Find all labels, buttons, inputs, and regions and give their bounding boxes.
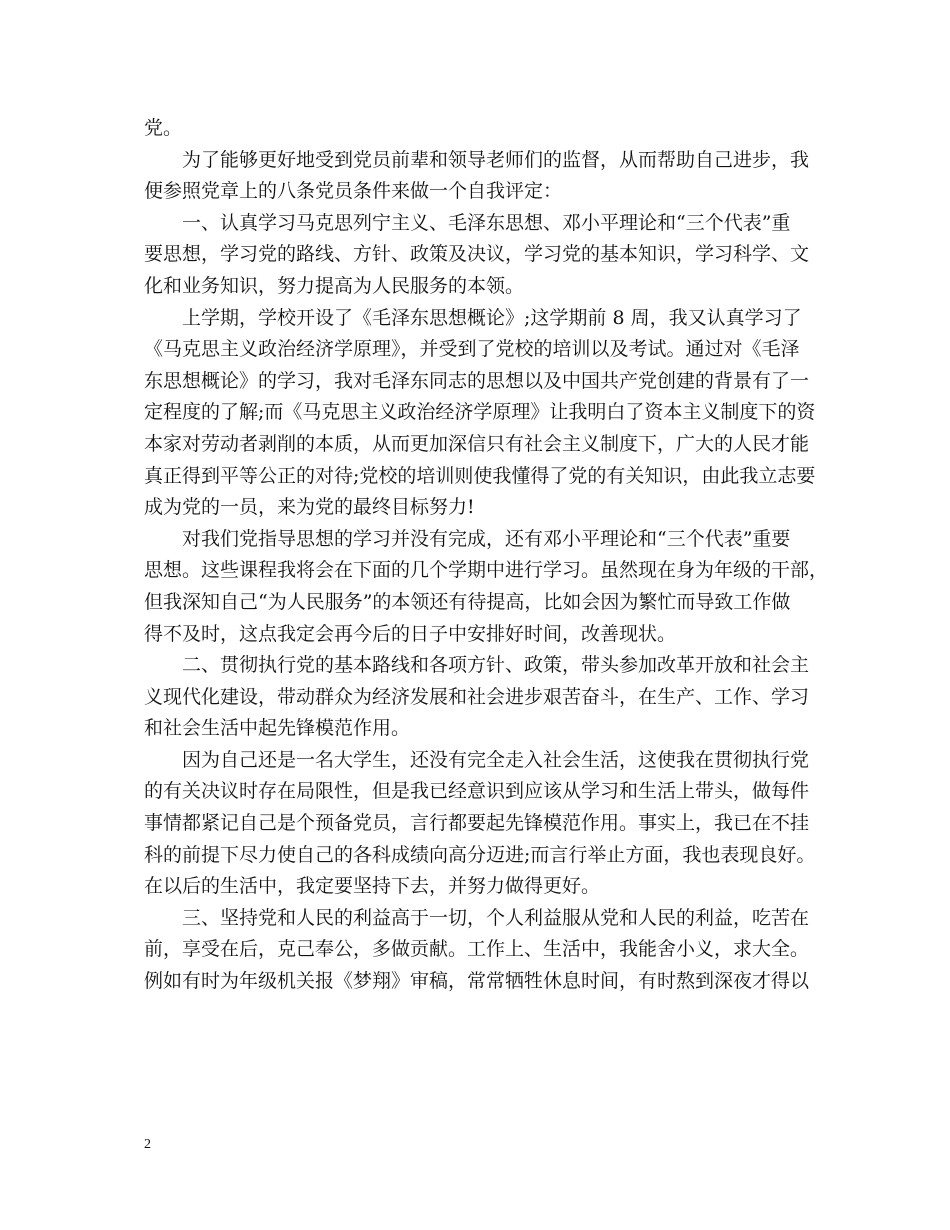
text-line: 在以后的生活中，我定要坚持下去，并努力做得更好。 bbox=[144, 875, 601, 898]
text-line: 义现代化建设，带动群众为经济发展和社会进步艰苦奋斗，在生产、工作、学习 bbox=[144, 685, 810, 708]
text-line: 真正得到平等公正的对待;党校的培训则使我懂得了党的有关知识，由此我立志要 bbox=[144, 464, 816, 487]
text-line: 但我深知自己“为人民服务”的本领还有待提高，比如会因为繁忙而导致工作做 bbox=[144, 590, 791, 613]
text-line: 的有关决议时存在局限性，但是我已经意识到应该从学习和生活上带头，做每件 bbox=[144, 780, 810, 803]
text-line: 党。 bbox=[144, 117, 183, 139]
text-line: 《马克思主义政治经济学原理》，并受到了党校的培训以及考试。通过对《毛泽 bbox=[144, 338, 800, 361]
text-line: 便参照党章上的八条党员条件来做一个自我评定： bbox=[144, 180, 563, 203]
text-line: 化和业务知识，努力提高为人民服务的本领。 bbox=[144, 274, 525, 297]
text-line: 成为党的一员，来为党的最终目标努力! bbox=[144, 496, 475, 519]
text-line: 科的前提下尽力使自己的各科成绩向高分迈进;而言行举止方面，我也表现良好。 bbox=[144, 843, 816, 866]
text-line: 上学期，学校开设了《毛泽东思想概论》;这学期前 8 周，我又认真学习了 bbox=[182, 306, 802, 329]
text-line: 因为自己还是一名大学生，还没有完全走入社会生活，这使我在贯彻执行党 bbox=[182, 748, 810, 771]
text-line: 一、认真学习马克思列宁主义、毛泽东思想、邓小平理论和“三个代表”重 bbox=[182, 211, 791, 234]
page-number: 2 bbox=[144, 1137, 151, 1152]
text-line: 例如有时为年级机关报《梦翔》审稿，常常牺牲休息时间，有时熬到深夜才得以 bbox=[144, 970, 810, 993]
text-line: 对我们党指导思想的学习并没有完成，还有邓小平理论和“三个代表”重要 bbox=[182, 527, 791, 550]
text-line: 事情都紧记自己是个预备党员，言行都要起先锋模范作用。事实上，我已在不挂 bbox=[144, 812, 810, 835]
text-line: 思想。这些课程我将会在下面的几个学期中进行学习。虽然现在身为年级的干部， bbox=[144, 559, 829, 582]
text-line: 和社会生活中起先锋模范作用。 bbox=[144, 717, 411, 740]
text-line: 前，享受在后，克己奉公，多做贡献。工作上、生活中，我能舍小义，求大全。 bbox=[144, 938, 810, 961]
text-line: 二、贯彻执行党的基本路线和各项方针、政策，带头参加改革开放和社会主 bbox=[182, 654, 810, 677]
text-line: 本家对劳动者剥削的本质，从而更加深信只有社会主义制度下，广大的人民才能 bbox=[144, 432, 810, 455]
text-line: 要思想，学习党的路线、方针、政策及决议，学习党的基本知识，学习科学、文 bbox=[144, 243, 810, 266]
text-line: 三、坚持党和人民的利益高于一切，个人利益服从党和人民的利益，吃苦在 bbox=[182, 906, 810, 929]
text-line: 得不及时，这点我定会再今后的日子中安排好时间，改善现状。 bbox=[144, 622, 677, 645]
document-body bbox=[144, 113, 829, 998]
text-line: 东思想概论》的学习，我对毛泽东同志的思想以及中国共产党创建的背景有了一 bbox=[144, 369, 810, 392]
text-line: 定程度的了解;而《马克思主义政治经济学原理》让我明白了资本主义制度下的资 bbox=[144, 401, 816, 424]
text-line: 为了能够更好地受到党员前辈和领导老师们的监督，从而帮助自己进步，我 bbox=[182, 148, 810, 171]
